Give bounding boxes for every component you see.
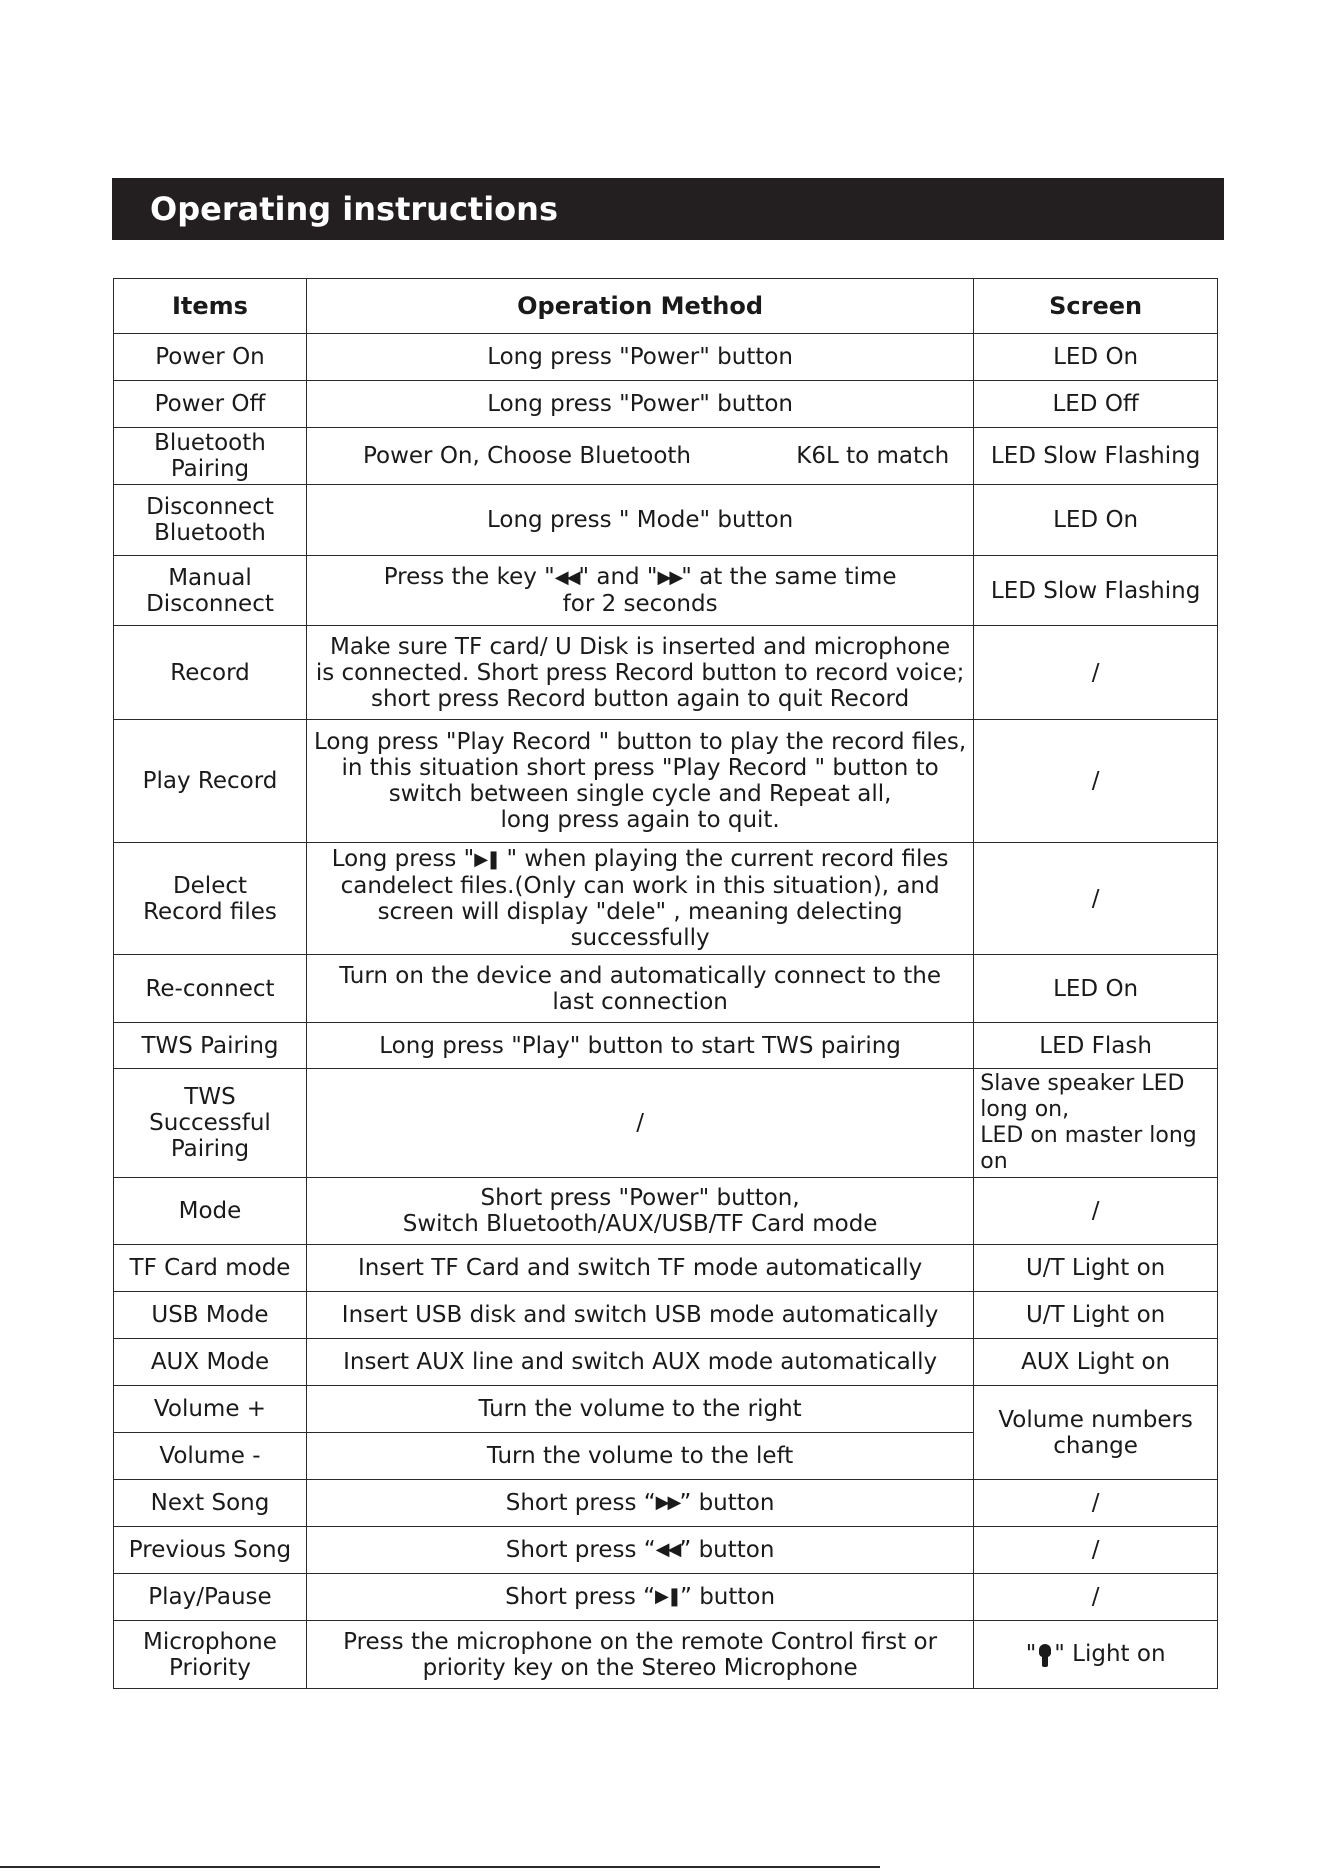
method-cell: Insert USB disk and switch USB mode automatically xyxy=(306,1292,973,1339)
table-row xyxy=(114,381,1218,428)
item-cell: Bluetooth Pairing xyxy=(114,428,307,485)
method-cell: Press the microphone on the remote Control first or priority key on the Stereo Microphone xyxy=(306,1621,973,1689)
screen-cell: U/T Light on xyxy=(974,1245,1218,1292)
item-cell: Power Off xyxy=(114,381,307,428)
item-cell: Power On xyxy=(114,334,307,381)
screen-cell: / xyxy=(974,1527,1218,1574)
table-row xyxy=(114,556,1218,626)
table-row xyxy=(114,1023,1218,1069)
header-operation-method: Operation Method xyxy=(306,279,973,334)
screen-cell: LED Slow Flashing xyxy=(974,428,1218,485)
item-cell: AUX Mode xyxy=(114,1339,307,1386)
footer-divider xyxy=(0,1866,880,1868)
screen-cell: Volume numbers change xyxy=(974,1386,1218,1480)
method-cell: Short press "Power" button, Switch Bluetooth/AUX/USB/TF Card mode xyxy=(306,1178,973,1245)
screen-cell: / xyxy=(974,1574,1218,1621)
next-track-icon: ▶▶ xyxy=(655,1492,680,1514)
method-text: ” button xyxy=(679,1536,775,1563)
table-header-row xyxy=(114,279,1218,334)
screen-cell: LED On xyxy=(974,334,1218,381)
screen-cell: U/T Light on xyxy=(974,1292,1218,1339)
method-cell: / xyxy=(306,1069,973,1178)
method-cell xyxy=(306,1527,973,1574)
item-cell: Previous Song xyxy=(114,1527,307,1574)
screen-cell: / xyxy=(974,1480,1218,1527)
item-cell: Manual Disconnect xyxy=(114,556,307,626)
method-text: Long press " xyxy=(331,846,475,873)
method-cell: Make sure TF card/ U Disk is inserted and microphone is connected. Short press Record button to record voice; short press Record button again to quit Record xyxy=(306,626,973,720)
method-text: ” button xyxy=(679,1489,775,1516)
method-cell: Insert TF Card and switch TF mode automatically xyxy=(306,1245,973,1292)
previous-track-icon: ◀◀ xyxy=(655,1539,680,1561)
operating-instructions-table xyxy=(113,278,1218,1689)
method-text: Short press “ xyxy=(505,1583,656,1610)
table-row xyxy=(114,428,1218,485)
method-cell xyxy=(306,1480,973,1527)
screen-cell: Slave speaker LED long on, LED on master long on xyxy=(974,1069,1218,1178)
screen-cell: / xyxy=(974,843,1218,955)
method-text: ” button xyxy=(679,1583,776,1610)
play-pause-icon: ▶❚ xyxy=(655,1586,680,1608)
table-row xyxy=(114,1069,1218,1178)
item-cell: Re-connect xyxy=(114,955,307,1023)
item-cell: Disconnect Bluetooth xyxy=(114,485,307,556)
table-row xyxy=(114,1574,1218,1621)
table-row xyxy=(114,1386,1218,1433)
item-cell: Mode xyxy=(114,1178,307,1245)
screen-cell: LED Off xyxy=(974,381,1218,428)
screen-cell: / xyxy=(974,626,1218,720)
method-cell: Turn on the device and automatically connect to the last connection xyxy=(306,955,973,1023)
microphone-icon xyxy=(1038,1642,1052,1668)
item-cell: USB Mode xyxy=(114,1292,307,1339)
method-text: " when playing the current record files xyxy=(499,846,949,873)
table-row xyxy=(114,334,1218,381)
method-cell: Insert AUX line and switch AUX mode automatically xyxy=(306,1339,973,1386)
item-cell: TWS Successful Pairing xyxy=(114,1069,307,1178)
previous-track-icon: ◀◀ xyxy=(554,566,579,588)
table-row xyxy=(114,720,1218,843)
item-cell: Volume - xyxy=(114,1433,307,1480)
section-header xyxy=(112,178,1224,240)
item-cell: Microphone Priority xyxy=(114,1621,307,1689)
screen-cell: LED Slow Flashing xyxy=(974,556,1218,626)
screen-cell: LED On xyxy=(974,955,1218,1023)
table-row xyxy=(114,1245,1218,1292)
item-cell: Next Song xyxy=(114,1480,307,1527)
method-text: Power On, Choose Bluetooth xyxy=(362,443,691,469)
method-text: Short press “ xyxy=(505,1489,656,1516)
method-cell: Turn the volume to the right xyxy=(306,1386,973,1433)
screen-text: " Light on xyxy=(1054,1641,1166,1668)
method-cell: Long press "Play" button to start TWS pairing xyxy=(306,1023,973,1069)
item-cell: Delect Record files xyxy=(114,843,307,955)
table-row xyxy=(114,1339,1218,1386)
method-cell: Long press "Power" button xyxy=(306,334,973,381)
method-text: candelect files.(Only can work in this situation), and screen will display "dele" , meaning delecting successfully xyxy=(340,872,940,951)
table-row xyxy=(114,1621,1218,1689)
table-row xyxy=(114,626,1218,720)
table-row xyxy=(114,1178,1218,1245)
table-row xyxy=(114,1527,1218,1574)
method-cell: Long press "Power" button xyxy=(306,381,973,428)
method-text: for 2 seconds xyxy=(562,590,718,617)
play-pause-icon: ▶❚ xyxy=(474,848,500,870)
screen-cell: AUX Light on xyxy=(974,1339,1218,1386)
method-cell xyxy=(306,843,973,955)
table-row xyxy=(114,843,1218,955)
method-text: " and " xyxy=(578,564,658,591)
method-text: " at the same time xyxy=(681,564,897,591)
method-cell xyxy=(306,556,973,626)
method-cell xyxy=(306,1574,973,1621)
item-cell: Play Record xyxy=(114,720,307,843)
section-title: Operating instructions xyxy=(150,190,558,228)
item-cell: Play/Pause xyxy=(114,1574,307,1621)
screen-text: " xyxy=(1025,1641,1037,1668)
screen-cell: / xyxy=(974,1178,1218,1245)
method-text: Short press “ xyxy=(505,1536,656,1563)
next-track-icon: ▶▶ xyxy=(657,566,682,588)
screen-cell: / xyxy=(974,720,1218,843)
method-cell: Long press "Play Record " button to play the record files, in this situation short press "Play Record " button to switch between single cycle and Repeat all, long press again to quit. xyxy=(306,720,973,843)
method-cell: Long press " Mode" button xyxy=(306,485,973,556)
method-text: K6L to match xyxy=(796,443,950,469)
screen-cell: LED Flash xyxy=(974,1023,1218,1069)
method-cell xyxy=(306,428,973,485)
item-cell: Record xyxy=(114,626,307,720)
method-text: Press the key " xyxy=(383,564,555,591)
table-row xyxy=(114,485,1218,556)
table-row xyxy=(114,1480,1218,1527)
method-cell: Turn the volume to the left xyxy=(306,1433,973,1480)
item-cell: Volume + xyxy=(114,1386,307,1433)
table-row xyxy=(114,955,1218,1023)
header-items: Items xyxy=(114,279,307,334)
item-cell: TF Card mode xyxy=(114,1245,307,1292)
item-cell: TWS Pairing xyxy=(114,1023,307,1069)
header-screen: Screen xyxy=(974,279,1218,334)
screen-cell xyxy=(974,1621,1218,1689)
screen-cell: LED On xyxy=(974,485,1218,556)
table-row xyxy=(114,1292,1218,1339)
